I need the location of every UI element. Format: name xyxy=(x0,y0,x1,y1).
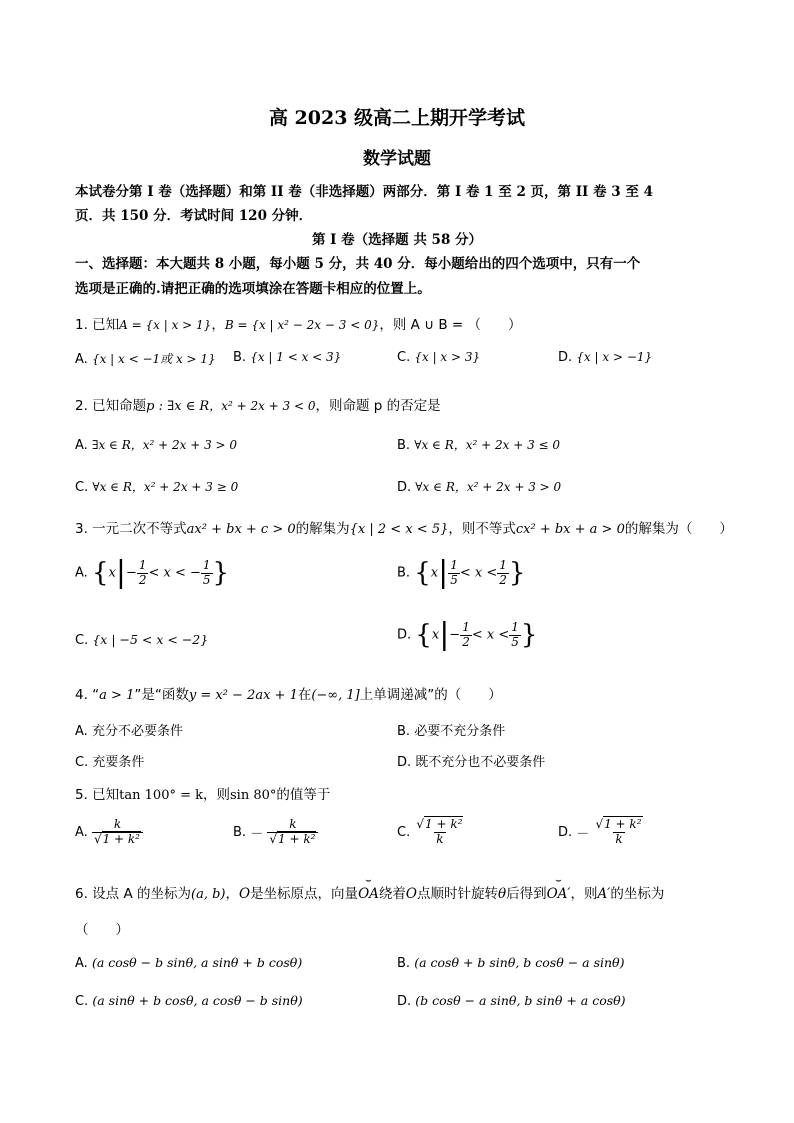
numerator: 1 xyxy=(499,557,507,572)
question-4 xyxy=(75,683,502,703)
question-4-option-d[interactable] xyxy=(397,751,545,770)
question-5 xyxy=(75,783,330,803)
bar-divider: | xyxy=(439,617,450,652)
option-label: D. xyxy=(558,824,573,840)
numerator: √1 + k² xyxy=(416,817,463,831)
question-2-number: 2. 已知命题 xyxy=(75,398,147,414)
question-3-inequality-2: cx² + bx + a > 0 xyxy=(515,522,625,537)
question-2-proposition: p : ∃x ∈ R xyxy=(146,399,210,414)
option-label: B. xyxy=(233,350,247,365)
question-1-sep: ， xyxy=(211,317,225,333)
option-label: D. xyxy=(558,350,573,365)
exam-title: 高 2023 级高二上期开学考试 xyxy=(268,107,526,129)
option-label: D. xyxy=(397,755,412,770)
option-text: (a cosθ − b sinθ, a sinθ + b cosθ) xyxy=(91,955,303,970)
question-4-condition: a > 1 xyxy=(99,688,135,703)
question-6-option-d[interactable] xyxy=(397,993,626,1009)
exam-subtitle: 数学试题 xyxy=(363,149,431,169)
section-instructions-line-2: 选项是正确的.请把正确的选项填涂在答题卡相应的位置上。 xyxy=(75,281,431,297)
option-label: A. xyxy=(75,438,88,453)
question-5-option-b[interactable] xyxy=(233,818,318,847)
left-brace: { xyxy=(414,558,431,588)
fraction xyxy=(509,621,521,650)
option-label: B. xyxy=(397,565,411,581)
denominator: 2 xyxy=(462,634,470,649)
left-brace: { xyxy=(415,620,432,650)
question-6-tail: 的坐标为 xyxy=(610,886,665,902)
question-3-option-c[interactable] xyxy=(75,632,208,648)
question-1-option-d[interactable] xyxy=(558,350,652,365)
question-2-option-a[interactable] xyxy=(75,436,237,453)
fraction xyxy=(497,559,509,588)
option-label: C. xyxy=(75,755,89,770)
question-6-option-a[interactable] xyxy=(75,955,302,971)
option-variable: x xyxy=(430,565,439,581)
question-6-text: 是坐标原点，向量 xyxy=(250,886,359,902)
question-6-option-b[interactable] xyxy=(397,955,624,971)
option-variable: x xyxy=(431,627,440,643)
question-6 xyxy=(75,882,664,902)
fraction xyxy=(593,818,644,847)
denominator: 5 xyxy=(202,572,211,587)
option-text: ∃x ∈ R，x² + 2x + 3 > 0 xyxy=(91,438,238,452)
denominator: k xyxy=(615,831,623,846)
question-5-option-c[interactable] xyxy=(397,818,465,847)
intro-line-1: 本试卷分第 I 卷（选择题）和第 II 卷（非选择题）两部分．第 I 卷 1 至 2 页，第 II 卷 3 至 4 xyxy=(75,184,653,200)
option-label: A. xyxy=(75,956,88,971)
option-label: A. xyxy=(75,724,88,739)
right-brace: } xyxy=(520,620,538,650)
right-brace: } xyxy=(508,558,526,588)
question-5-given: tan 100° = k xyxy=(119,788,203,803)
question-6-answer-paren: （ ） xyxy=(75,922,129,938)
option-label: C. xyxy=(397,350,411,365)
intro-line-2: 页．共 150 分．考试时间 120 分钟． xyxy=(75,208,313,224)
option-label: B. xyxy=(397,956,411,971)
numerator: √1 + k² xyxy=(595,817,642,831)
question-2-option-d[interactable] xyxy=(397,478,561,495)
section-instructions-line-1: 一、选择题：本大题共 8 小题，每小题 5 分，共 40 分．每小题给出的四个选项中，只有一个 xyxy=(75,256,641,272)
question-4-option-b[interactable] xyxy=(397,720,505,739)
option-label: C. xyxy=(75,633,89,648)
question-5-number: 5. 已知 xyxy=(75,787,120,803)
option-sign: − xyxy=(125,565,137,581)
numerator: k xyxy=(289,817,297,831)
fraction xyxy=(137,559,149,588)
option-text: 既不充分也不必要条件 xyxy=(415,755,546,770)
option-label: C. xyxy=(397,824,411,840)
question-6-origin: O xyxy=(238,886,251,902)
question-1-option-c[interactable] xyxy=(397,350,480,365)
question-6-vector-oa-prime: ⌣ OA′ xyxy=(547,886,571,902)
option-label: A. xyxy=(75,824,88,840)
question-6-vector-oa: ⌣ OA xyxy=(358,886,379,902)
question-4-interval: (−∞, 1] xyxy=(311,688,360,703)
option-text: (a cosθ + b sinθ, b cosθ − a sinθ) xyxy=(414,955,625,970)
option-text: (a sinθ + b cosθ, a cosθ − b sinθ) xyxy=(92,993,303,1008)
question-6-text: 后得到 xyxy=(506,886,547,902)
bar-divider: | xyxy=(438,555,449,590)
question-1-option-b[interactable] xyxy=(233,350,341,365)
question-5-option-a[interactable] xyxy=(75,818,143,847)
option-text: 充分不必要条件 xyxy=(91,724,183,739)
option-label: B. xyxy=(233,824,247,840)
denominator: k xyxy=(436,831,444,846)
option-text: {x | x > −1} xyxy=(576,350,653,364)
option-text: {x | −5 < x < −2} xyxy=(92,632,209,647)
option-label: C. xyxy=(75,994,89,1009)
option-inequality: < x < xyxy=(459,565,498,581)
question-3-option-a[interactable] xyxy=(75,555,230,590)
question-6-text: 点顺时针旋转 xyxy=(416,886,498,902)
question-5-expression: sin 80° xyxy=(230,788,277,803)
question-3-solution-set: {x | 2 < x < 5} xyxy=(349,522,449,537)
option-text: 充要条件 xyxy=(92,755,145,770)
denominator: 5 xyxy=(450,572,458,587)
option-sign: − xyxy=(449,627,461,643)
question-5-tail: 的值等于 xyxy=(276,787,331,803)
part-title: 第 I 卷（选择题 共 58 分） xyxy=(311,232,483,248)
question-1-tail: ，则 A ∪ B = （ ） xyxy=(379,317,522,333)
denominator: √1 + k² xyxy=(267,832,318,847)
question-3-option-b[interactable] xyxy=(397,555,526,590)
radicand: 1 + k² xyxy=(102,831,140,846)
fraction xyxy=(460,621,472,650)
question-3-inequality-1: ax² + bx + c > 0 xyxy=(186,522,296,537)
question-2 xyxy=(75,394,441,414)
question-4-function: y = x² − 2ax + 1 xyxy=(188,688,298,703)
fraction xyxy=(201,559,213,588)
right-brace: } xyxy=(212,558,230,588)
fraction xyxy=(414,818,465,847)
option-sign: － xyxy=(576,826,590,842)
question-3-number: 3. 一元二次不等式 xyxy=(75,521,187,537)
question-4-number: 4. “ xyxy=(75,687,100,703)
numerator: k xyxy=(113,817,122,831)
option-text: {x | x < −1或 x > 1} xyxy=(91,352,216,366)
question-3-tail: 的解集为（ ） xyxy=(624,521,733,537)
question-2-tail: ，则命题 p 的否定是 xyxy=(315,398,441,414)
question-6-theta: θ xyxy=(497,886,507,902)
question-1-option-a[interactable] xyxy=(75,350,216,367)
question-4-option-c[interactable] xyxy=(75,751,144,770)
question-3-text: ，则不等式 xyxy=(448,521,516,537)
question-6-text: ，则 xyxy=(570,886,598,902)
question-3 xyxy=(75,517,733,537)
option-label: C. xyxy=(75,480,89,495)
option-label: A. xyxy=(75,352,88,367)
option-text: {x | x > 3} xyxy=(414,350,481,364)
question-4-text: 在 xyxy=(297,687,312,703)
question-4-text: ”是“函数 xyxy=(134,687,189,703)
option-label: D. xyxy=(397,480,412,495)
question-1 xyxy=(75,313,522,333)
option-text: ∀x ∈ R，x² + 2x + 3 > 0 xyxy=(415,480,562,494)
question-6-origin: O xyxy=(405,886,417,902)
numerator: 1 xyxy=(462,619,470,634)
question-3-text: 的解集为 xyxy=(295,521,350,537)
question-5-option-d[interactable] xyxy=(558,818,645,847)
denominator: √1 + k² xyxy=(92,832,143,847)
question-1-set-b: B = {x | x² − 2x − 3 < 0} xyxy=(224,318,380,332)
radicand: 1 + k² xyxy=(278,831,316,846)
denominator: 2 xyxy=(499,572,507,587)
numerator: 1 xyxy=(202,557,211,572)
denominator: 2 xyxy=(138,572,147,587)
question-6-option-c[interactable] xyxy=(75,993,303,1009)
radicand: 1 + k² xyxy=(604,817,642,831)
option-text: (b cosθ − a sinθ, b sinθ + a cosθ) xyxy=(415,993,626,1008)
option-label: D. xyxy=(397,627,412,643)
question-4-option-a[interactable] xyxy=(75,720,183,739)
question-1-set-a: A = {x | x > 1} xyxy=(119,318,212,332)
question-6-point-a-prime: A′ xyxy=(597,886,611,902)
option-inequality: < x < xyxy=(471,627,510,643)
left-brace: { xyxy=(91,558,109,588)
fraction xyxy=(448,559,460,588)
question-6-text: ， xyxy=(225,886,239,902)
numerator: 1 xyxy=(138,557,147,572)
question-3-option-d[interactable] xyxy=(397,617,538,652)
question-5-text: ，则 xyxy=(203,787,230,803)
option-label: A. xyxy=(75,565,88,581)
question-2-inequality: ，x² + 2x + 3 < 0 xyxy=(209,399,316,413)
option-inequality: < x < − xyxy=(148,565,201,581)
denominator: 5 xyxy=(511,634,519,649)
question-4-tail: 上单调递减”的（ ） xyxy=(359,687,502,703)
option-label: B. xyxy=(397,724,411,739)
question-6-coordinate: (a, b) xyxy=(191,887,226,902)
option-label: D. xyxy=(397,994,412,1009)
numerator: 1 xyxy=(511,619,519,634)
question-2-option-b[interactable] xyxy=(397,436,560,453)
bar-divider: | xyxy=(115,555,126,590)
numerator: 1 xyxy=(450,557,458,572)
option-text: {x | 1 < x < 3} xyxy=(250,350,342,364)
question-6-text: 绕着 xyxy=(378,886,406,902)
option-text: ∀x ∈ R，x² + 2x + 3 ≥ 0 xyxy=(92,480,239,494)
question-1-number: 1. 已知 xyxy=(75,317,120,333)
option-text: ∀x ∈ R，x² + 2x + 3 ≤ 0 xyxy=(414,438,561,452)
option-label: B. xyxy=(397,438,411,453)
fraction xyxy=(267,818,318,847)
option-text: 必要不充分条件 xyxy=(414,724,506,739)
question-2-option-c[interactable] xyxy=(75,478,238,495)
fraction xyxy=(92,818,143,847)
option-sign: － xyxy=(250,826,264,842)
question-6-number: 6. 设点 A 的坐标为 xyxy=(75,886,191,902)
radicand: 1 + k² xyxy=(425,817,463,831)
option-variable: x xyxy=(108,565,116,581)
